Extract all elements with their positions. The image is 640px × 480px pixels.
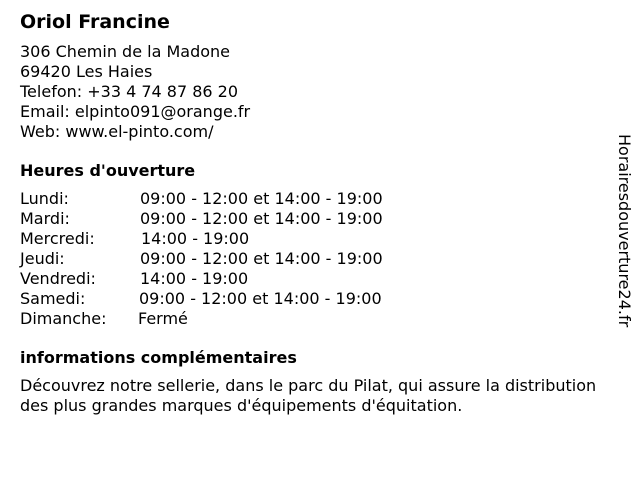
- hours-row-tuesday: [20, 209, 610, 229]
- hours-table: [20, 189, 610, 329]
- hours-heading: Heures d'ouverture: [20, 161, 196, 180]
- hours-row-wednesday: [20, 229, 610, 249]
- business-card: [20, 10, 610, 416]
- contact-block: [20, 42, 610, 142]
- hours-row-sunday: [20, 309, 610, 329]
- day-label: Mercredi:: [20, 229, 95, 248]
- hours-value: 09:00 - 12:00 et 14:00 - 19:00: [140, 249, 383, 268]
- day-label: Jeudi:: [20, 249, 65, 268]
- day-label: Vendredi:: [20, 269, 96, 288]
- hours-value: 14:00 - 19:00: [141, 229, 250, 248]
- hours-row-friday: [20, 269, 610, 289]
- address-street: 306 Chemin de la Madone: [20, 42, 230, 61]
- address-city: 69420 Les Haies: [20, 62, 153, 81]
- email-address: Email: elpinto091@orange.fr: [20, 102, 251, 121]
- day-label: Dimanche:: [20, 309, 107, 328]
- day-label: Lundi:: [20, 189, 69, 208]
- hours-value: Fermé: [138, 309, 188, 328]
- site-watermark: Horairesdouverture24.fr: [615, 134, 634, 328]
- hours-value: 09:00 - 12:00 et 14:00 - 19:00: [140, 189, 383, 208]
- hours-value: 14:00 - 19:00: [140, 269, 249, 288]
- info-heading: informations complémentaires: [20, 348, 297, 367]
- hours-row-monday: [20, 189, 610, 209]
- hours-value: 09:00 - 12:00 et 14:00 - 19:00: [139, 289, 382, 308]
- hours-value: 09:00 - 12:00 et 14:00 - 19:00: [140, 209, 383, 228]
- hours-row-thursday: [20, 249, 610, 269]
- website-address: Web: www.el-pinto.com/: [20, 122, 214, 141]
- business-name: Oriol Francine: [20, 11, 170, 33]
- hours-row-saturday: [20, 289, 610, 309]
- day-label: Mardi:: [20, 209, 70, 228]
- info-description: Découvrez notre sellerie, dans le parc du Pilat, qui assure la distribution des plus grandes marques d'équipements d'équitation.: [20, 376, 597, 415]
- day-label: Samedi:: [20, 289, 86, 308]
- phone-number: Telefon: +33 4 74 87 86 20: [20, 82, 239, 101]
